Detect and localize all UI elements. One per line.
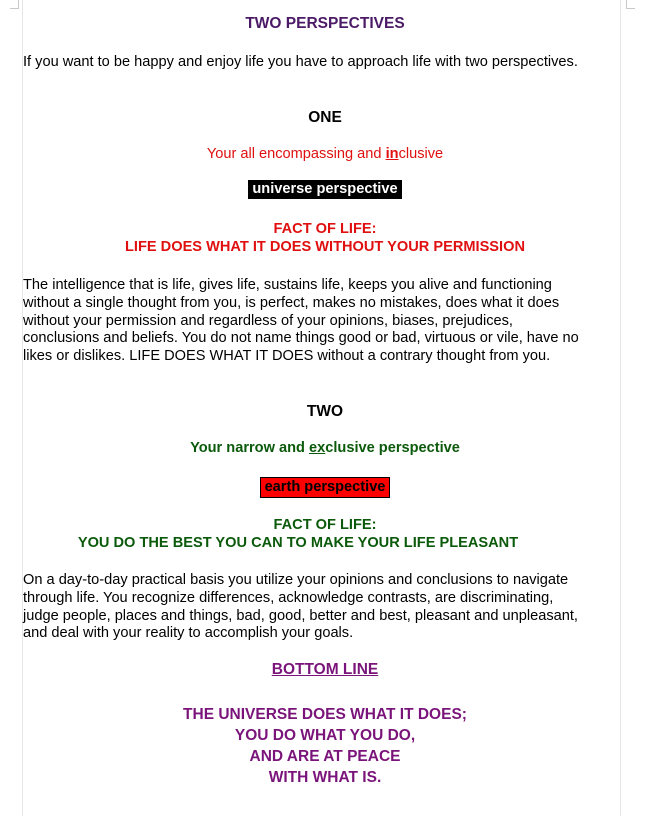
earth-perspective-label: earth perspective: [260, 477, 391, 498]
bottom-line-heading: [0, 661, 650, 679]
paragraph-line: without your permission and regardless of your opinions, biases, prejudices,: [23, 312, 513, 329]
universe-perspective-label: universe perspective: [248, 180, 401, 199]
subtitle-text: Your narrow and: [190, 440, 310, 456]
subtitle-emphasis: in: [385, 146, 399, 162]
section-two-heading: TWO: [306, 403, 344, 420]
paragraph-line: conclusions and beliefs. You do not name things good or bad, virtuous or vile, have no: [23, 330, 579, 347]
bottom-line-heading-text: BOTTOM LINE: [271, 661, 379, 678]
subtitle-text: clusive: [398, 146, 444, 162]
section-one-fact-title: FACT OF LIFE:: [273, 221, 377, 237]
bottom-line-statement: WITH WHAT IS.: [268, 769, 382, 786]
paragraph-line: judge people, places and things, bad, good, better and best, pleasant and unpleasant,: [23, 607, 578, 624]
bottom-line-statement: YOU DO WHAT YOU DO,: [234, 727, 416, 744]
paragraph-line: The intelligence that is life, gives life, sustains life, keeps you alive and functioning: [23, 277, 552, 293]
bottom-line-statement: THE UNIVERSE DOES WHAT IT DOES;: [183, 706, 467, 723]
paragraph-line: through life. You recognize differences, acknowledge contrasts, are discriminating,: [23, 589, 554, 606]
section-two-paragraph: [23, 572, 621, 643]
section-two-fact-text: YOU DO THE BEST YOU CAN TO MAKE YOUR LIFE PLEASANT: [77, 535, 519, 551]
section-one-heading: ONE: [308, 109, 342, 126]
paragraph-line: On a day-to-day practical basis you utilize your opinions and conclusions to navigate: [23, 572, 569, 588]
paragraph-line: without a single thought from you, is perfect, makes no mistakes, does what it does: [23, 294, 560, 311]
section-two-fact-title: FACT OF LIFE:: [273, 517, 377, 533]
universe-perspective-label-row: [0, 180, 650, 199]
section-two-subtitle: [0, 440, 650, 456]
section-one-fact-text: LIFE DOES WHAT IT DOES WITHOUT YOUR PERMISSION: [125, 239, 525, 255]
section-one-paragraph: [23, 277, 621, 366]
subtitle-text: Your all encompassing and: [206, 146, 386, 162]
section-one-subtitle: [0, 146, 650, 162]
intro-text: If you want to be happy and enjoy life you have to approach life with two perspectives.: [23, 54, 578, 70]
right-margin-corner-mark: [626, 0, 635, 9]
paragraph-line: likes or dislikes. LIFE DOES WHAT IT DOES without a contrary thought from you.: [23, 348, 551, 365]
left-margin-corner-mark: [10, 0, 19, 9]
page-title: TWO PERSPECTIVES: [245, 15, 405, 32]
earth-perspective-label-row: [0, 477, 650, 498]
subtitle-text: clusive perspective: [325, 440, 460, 456]
subtitle-emphasis: ex: [309, 440, 326, 456]
paragraph-line: and deal with your reality to accomplish your goals.: [23, 625, 354, 642]
bottom-line-statement: AND ARE AT PEACE: [249, 748, 401, 765]
